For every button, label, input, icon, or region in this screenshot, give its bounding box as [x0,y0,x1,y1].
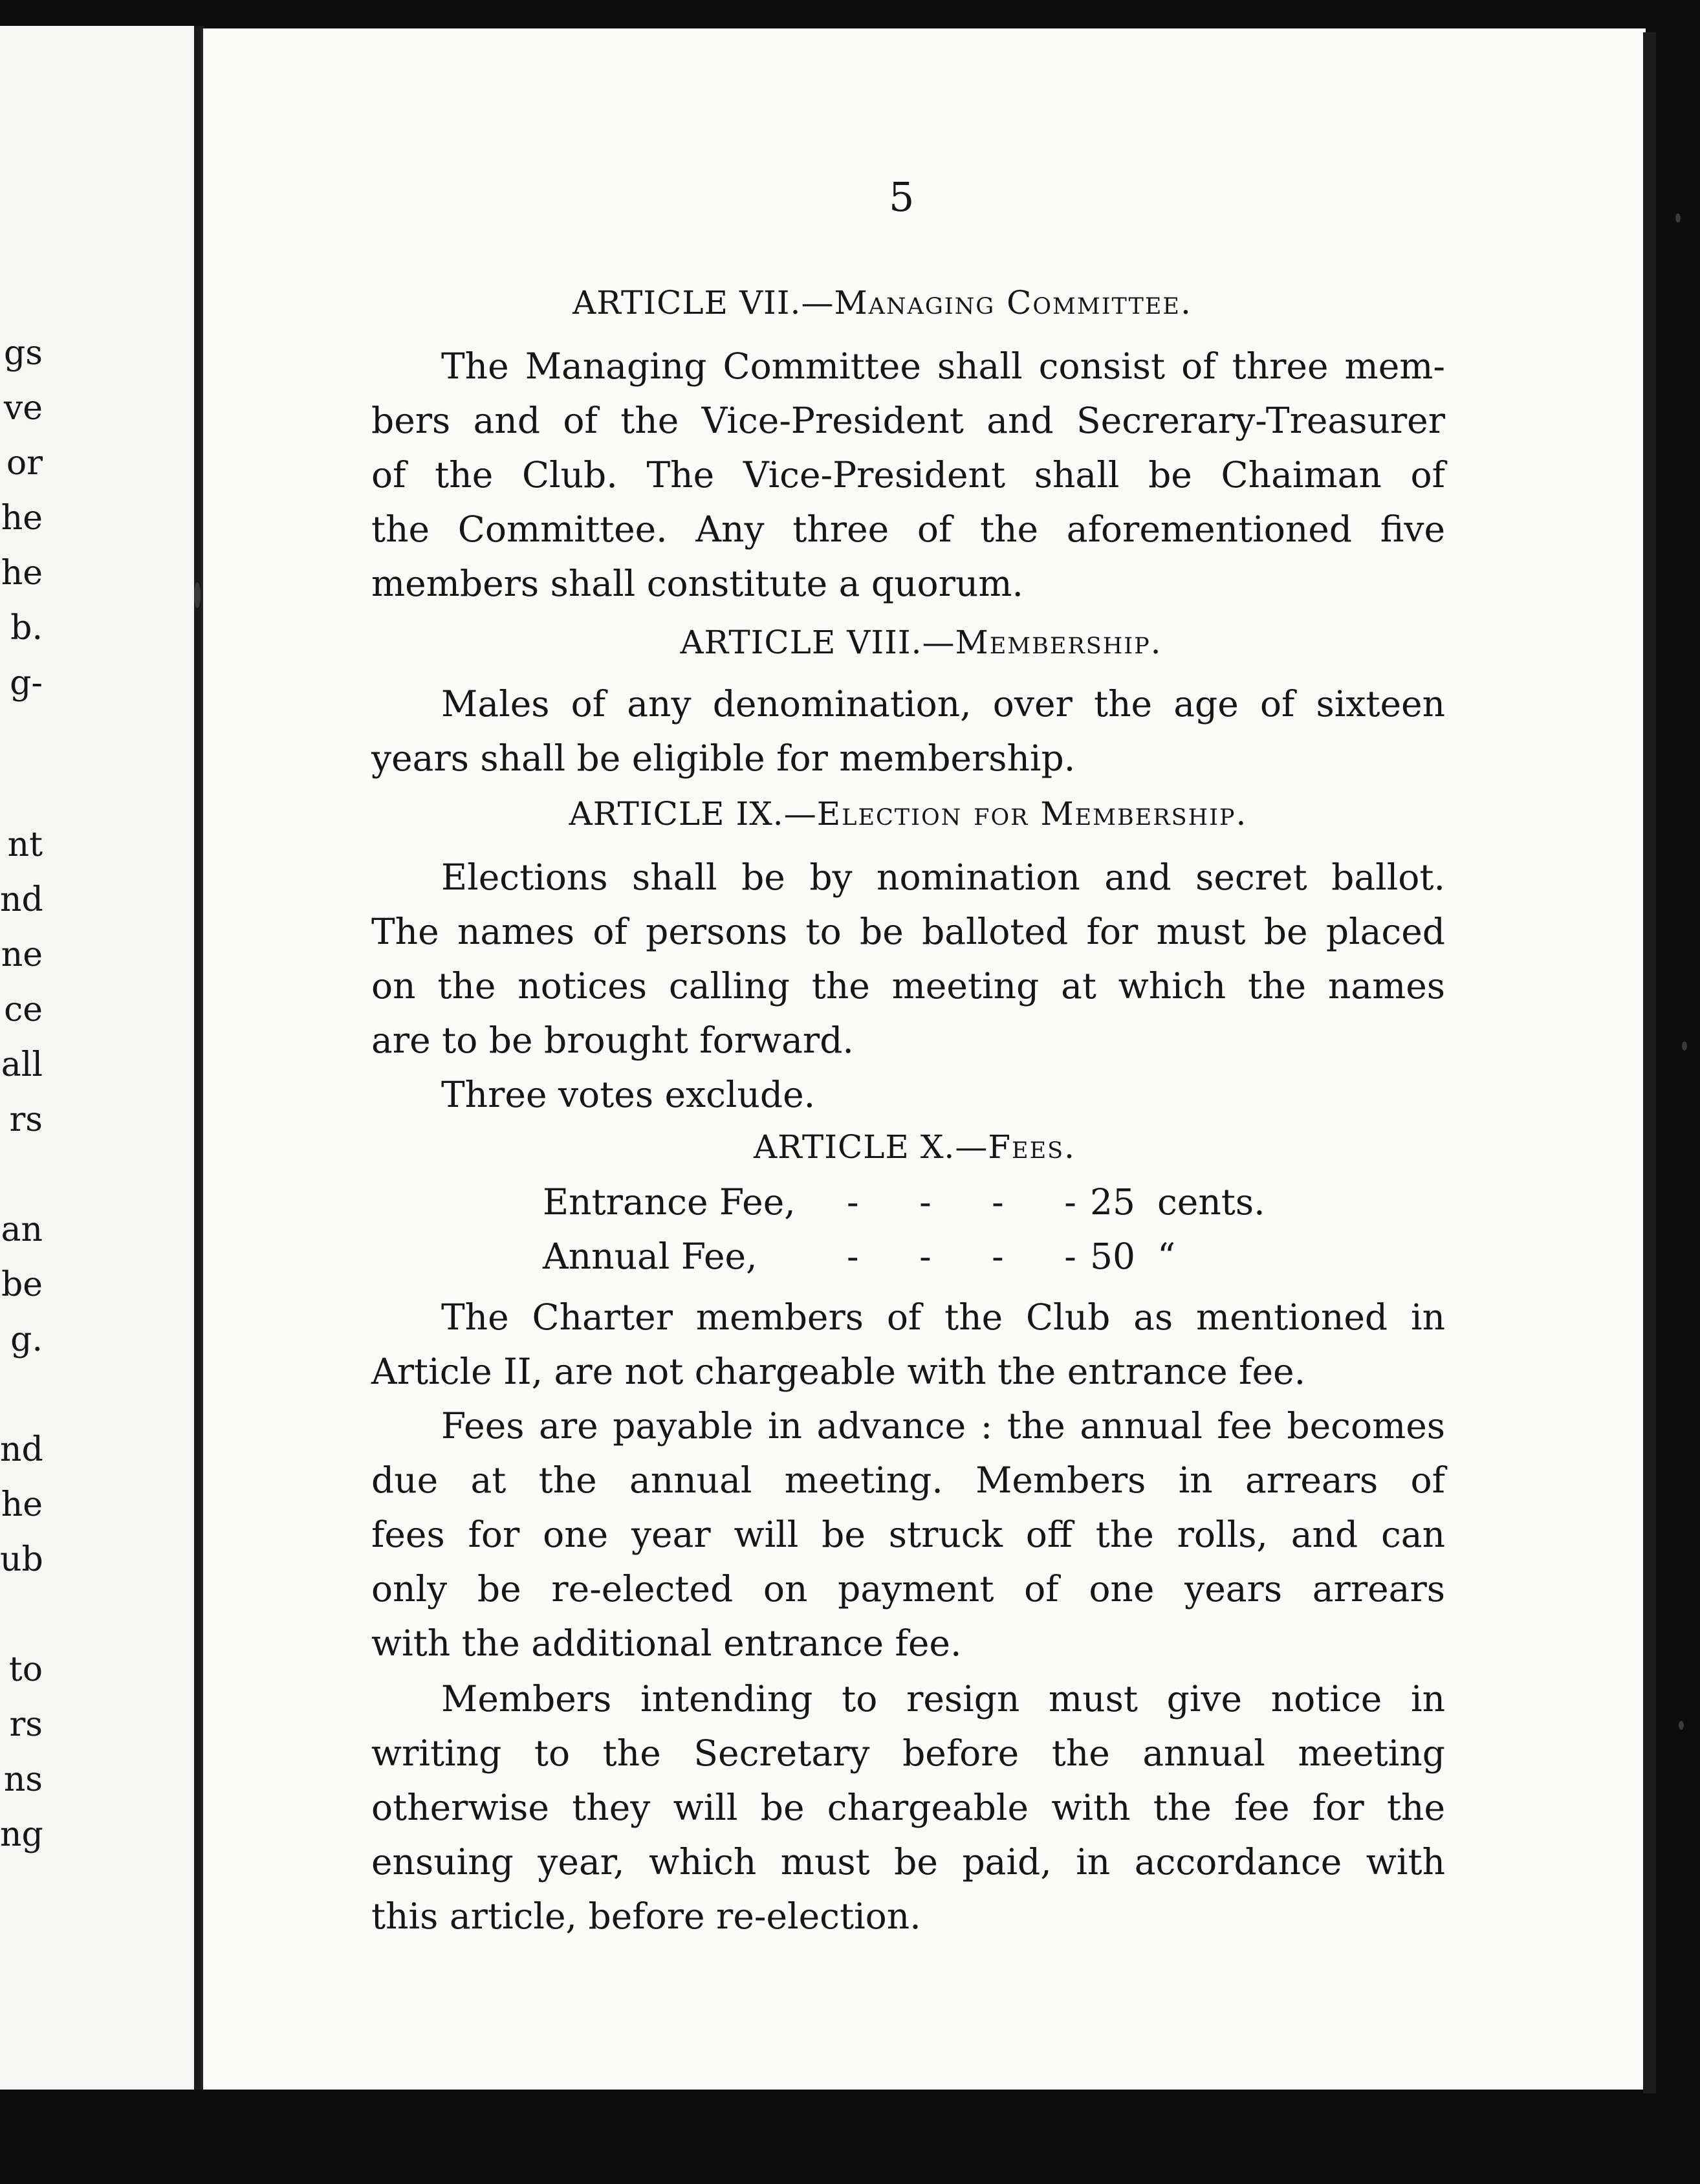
left-page-fragment: nt [7,825,43,864]
left-page-fragment: g- [10,664,43,703]
article-x-paragraph-3: Members intending to resign must give notice in writing to the Secretary before the annual meeting otherwise they will be chargeable with the fee for the ensuing year, which must be paid, in accordance with this article, before re-election. [371,1678,1445,1937]
left-page-fragment: ne [1,935,43,974]
page-edge-shadow [1643,32,1656,2093]
left-page-fragment: he [1,554,43,593]
article-ix-paragraph-1: Elections shall be by nomination and secret ballot. The names of persons to be balloted for must be placed on the notices calling the meeting at which the names are to be brought forward. [371,857,1445,1061]
left-page-fragment: g. [10,1320,43,1359]
article-vii-heading: ARTICLE VII.—Managing Committee. [572,284,1192,322]
article-ix-paragraph-2: Three votes exclude. [441,1074,816,1115]
article-ix-heading: ARTICLE IX.—Election for Membership. [569,795,1248,833]
left-page-fragment: ve [3,389,43,428]
article-vii-paragraph: The Managing Committee shall consist of three mem- bers and of the Vice-President and Secrerary-Treasurer of the Club. The Vice-President shall be Chaiman of the Committee. Any three of the aforementioned five members shall constitute a quorum. [371,345,1445,604]
right-page [201,28,1646,2090]
left-page-fragment: nd [0,1430,43,1469]
left-page-fragment: be [1,1265,43,1304]
left-facing-page [0,26,196,2090]
left-page-fragment: all [1,1045,43,1084]
left-page-fragment: an [1,1210,43,1249]
page-number: 5 [889,173,915,221]
scan-speck [1682,1042,1687,1051]
left-page-fragment: ns [3,1760,43,1799]
article-x-paragraph-2: Fees are payable in advance : the annual fee becomes due at the annual meeting. Members in arrears of fees for one year will be struck off the rolls, and can only be re-elected on payment of one years arrears with the additional entrance fee. [371,1405,1445,1664]
left-page-fragment: he [1,499,43,538]
fee-row-annual: Annual Fee, - - - - 50 “ [543,1236,1176,1277]
article-viii-heading: ARTICLE VIII.—Membership. [680,624,1162,661]
left-page-fragment: rs [9,1705,43,1744]
left-page-fragment: rs [9,1100,43,1139]
fee-row-entrance: Entrance Fee, - - - - 25 cents. [543,1181,1265,1223]
left-page-fragment: ub [0,1540,43,1579]
left-page-fragment: b. [10,609,43,648]
article-x-paragraph-1: The Charter members of the Club as mentioned in Article II, are not chargeable with the entrance fee. [371,1296,1445,1392]
scan-speck [194,582,201,608]
left-page-fragment: ce [4,990,43,1029]
article-x-heading: ARTICLE X.—Fees. [754,1128,1076,1166]
article-viii-paragraph: Males of any denomination, over the age of sixteen years shall be eligible for membership. [371,683,1445,779]
scan-speck [1679,1721,1684,1730]
scan-speck [1675,213,1681,223]
left-page-fragment: or [6,444,43,483]
left-page-fragment: he [1,1485,43,1524]
left-page-fragment: to [8,1650,43,1689]
left-page-fragment: nd [0,880,43,919]
left-page-fragment: ng [0,1815,43,1854]
left-page-fragment: gs [4,334,43,373]
fee-table [543,1175,1319,1283]
